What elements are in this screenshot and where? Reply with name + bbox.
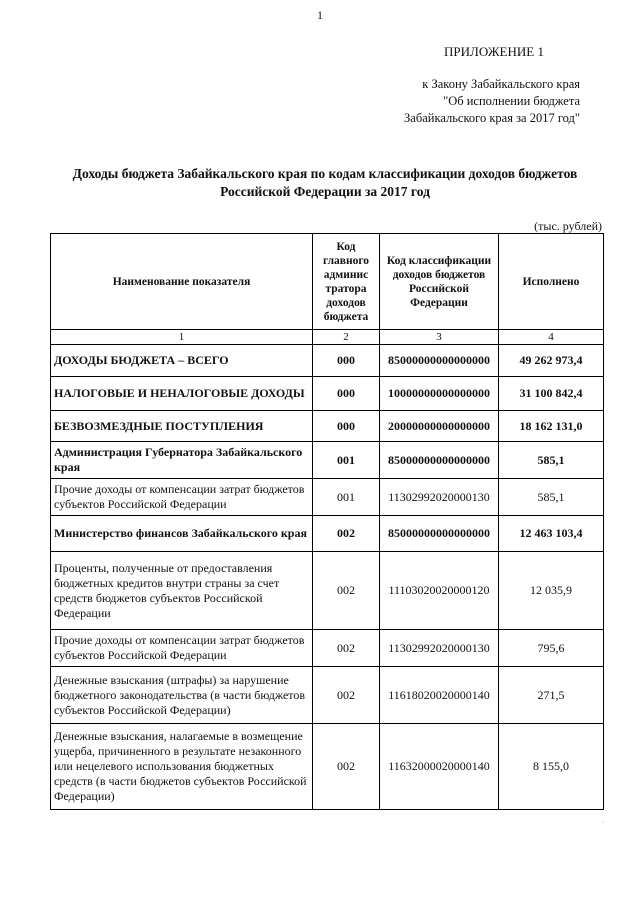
appendix-ref-line: "Об исполнении бюджета bbox=[443, 94, 580, 108]
document-title bbox=[40, 165, 610, 201]
table-row bbox=[51, 630, 604, 667]
row-amount: 12 035,9 bbox=[499, 552, 604, 630]
row-class-code: 10000000000000000 bbox=[380, 377, 499, 411]
row-amount: 585,1 bbox=[499, 479, 604, 516]
row-class-code: 20000000000000000 bbox=[380, 411, 499, 442]
row-name: Проценты, полученные от предоставления бюджетных кредитов внутри страны за счет средств бюджетов субъектов Российской Федерации bbox=[51, 552, 313, 630]
scan-mark: · bbox=[601, 818, 604, 827]
document-title-line-2: Российской Федерации за 2017 год bbox=[220, 184, 430, 199]
row-amount: 8 155,0 bbox=[499, 724, 604, 810]
row-name: Прочие доходы от компенсации затрат бюджетов субъектов Российской Федерации bbox=[51, 479, 313, 516]
table-row bbox=[51, 345, 604, 377]
table-row bbox=[51, 479, 604, 516]
appendix-ref-line: к Закону Забайкальского края bbox=[422, 77, 580, 91]
row-amount: 31 100 842,4 bbox=[499, 377, 604, 411]
row-name: Денежные взыскания (штрафы) за нарушение бюджетного законодательства (в части бюджетов субъектов Российской Федерации) bbox=[51, 667, 313, 724]
page-number: 1 bbox=[317, 8, 323, 22]
row-admin-code: 000 bbox=[313, 377, 380, 411]
row-amount: 49 262 973,4 bbox=[499, 345, 604, 377]
row-admin-code: 002 bbox=[313, 724, 380, 810]
row-name: Администрация Губернатора Забайкальского края bbox=[51, 442, 313, 479]
table-row bbox=[51, 411, 604, 442]
table-row bbox=[51, 724, 604, 810]
table-row bbox=[51, 442, 604, 479]
row-admin-code: 001 bbox=[313, 442, 380, 479]
row-class-code: 11302992020000130 bbox=[380, 479, 499, 516]
column-number: 4 bbox=[499, 330, 604, 345]
row-class-code: 85000000000000000 bbox=[380, 516, 499, 552]
row-name: НАЛОГОВЫЕ И НЕНАЛОГОВЫЕ ДОХОДЫ bbox=[51, 377, 313, 411]
table-row bbox=[51, 667, 604, 724]
column-number: 3 bbox=[380, 330, 499, 345]
column-number: 1 bbox=[51, 330, 313, 345]
row-class-code: 11302992020000130 bbox=[380, 630, 499, 667]
appendix-ref-line: Забайкальского края за 2017 год" bbox=[404, 111, 580, 125]
table-row bbox=[51, 516, 604, 552]
table-row bbox=[51, 377, 604, 411]
document-title-line-1: Доходы бюджета Забайкальского края по кодам классификации доходов бюджетов bbox=[72, 166, 578, 181]
row-class-code: 85000000000000000 bbox=[380, 345, 499, 377]
column-number-row bbox=[51, 330, 604, 345]
revenue-table bbox=[50, 233, 604, 810]
row-name: Денежные взыскания, налагаемые в возмещение ущерба, причиненного в результате незаконного или нецелевого использования бюджетных средств (в части бюджетов субъектов Российской Федерации) bbox=[51, 724, 313, 810]
row-admin-code: 002 bbox=[313, 630, 380, 667]
table-row bbox=[51, 552, 604, 630]
row-class-code: 11618020020000140 bbox=[380, 667, 499, 724]
row-amount: 795,6 bbox=[499, 630, 604, 667]
header-indicator-name: Наименование показателя bbox=[51, 234, 313, 330]
row-name: БЕЗВОЗМЕЗДНЫЕ ПОСТУПЛЕНИЯ bbox=[51, 411, 313, 442]
row-amount: 585,1 bbox=[499, 442, 604, 479]
row-admin-code: 002 bbox=[313, 667, 380, 724]
row-admin-code: 002 bbox=[313, 516, 380, 552]
row-admin-code: 000 bbox=[313, 411, 380, 442]
row-amount: 18 162 131,0 bbox=[499, 411, 604, 442]
row-admin-code: 002 bbox=[313, 552, 380, 630]
row-name: Прочие доходы от компенсации затрат бюджетов субъектов Российской Федерации bbox=[51, 630, 313, 667]
row-class-code: 11632000020000140 bbox=[380, 724, 499, 810]
row-admin-code: 001 bbox=[313, 479, 380, 516]
row-amount: 12 463 103,4 bbox=[499, 516, 604, 552]
row-class-code: 11103020020000120 bbox=[380, 552, 499, 630]
row-name: Министерство финансов Забайкальского края bbox=[51, 516, 313, 552]
appendix-title: ПРИЛОЖЕНИЕ 1 bbox=[444, 44, 544, 59]
row-name: ДОХОДЫ БЮДЖЕТА – ВСЕГО bbox=[51, 345, 313, 377]
row-class-code: 85000000000000000 bbox=[380, 442, 499, 479]
column-number: 2 bbox=[313, 330, 380, 345]
header-executed: Исполнено bbox=[499, 234, 604, 330]
units-note: (тыс. рублей) bbox=[534, 219, 602, 233]
table-header-row bbox=[51, 234, 604, 330]
header-classification-code: Код классификации доходов бюджетов Российской Федерации bbox=[380, 234, 499, 330]
row-amount: 271,5 bbox=[499, 667, 604, 724]
header-admin-code: Код главного админис тратора доходов бюджета bbox=[313, 234, 380, 330]
row-admin-code: 000 bbox=[313, 345, 380, 377]
